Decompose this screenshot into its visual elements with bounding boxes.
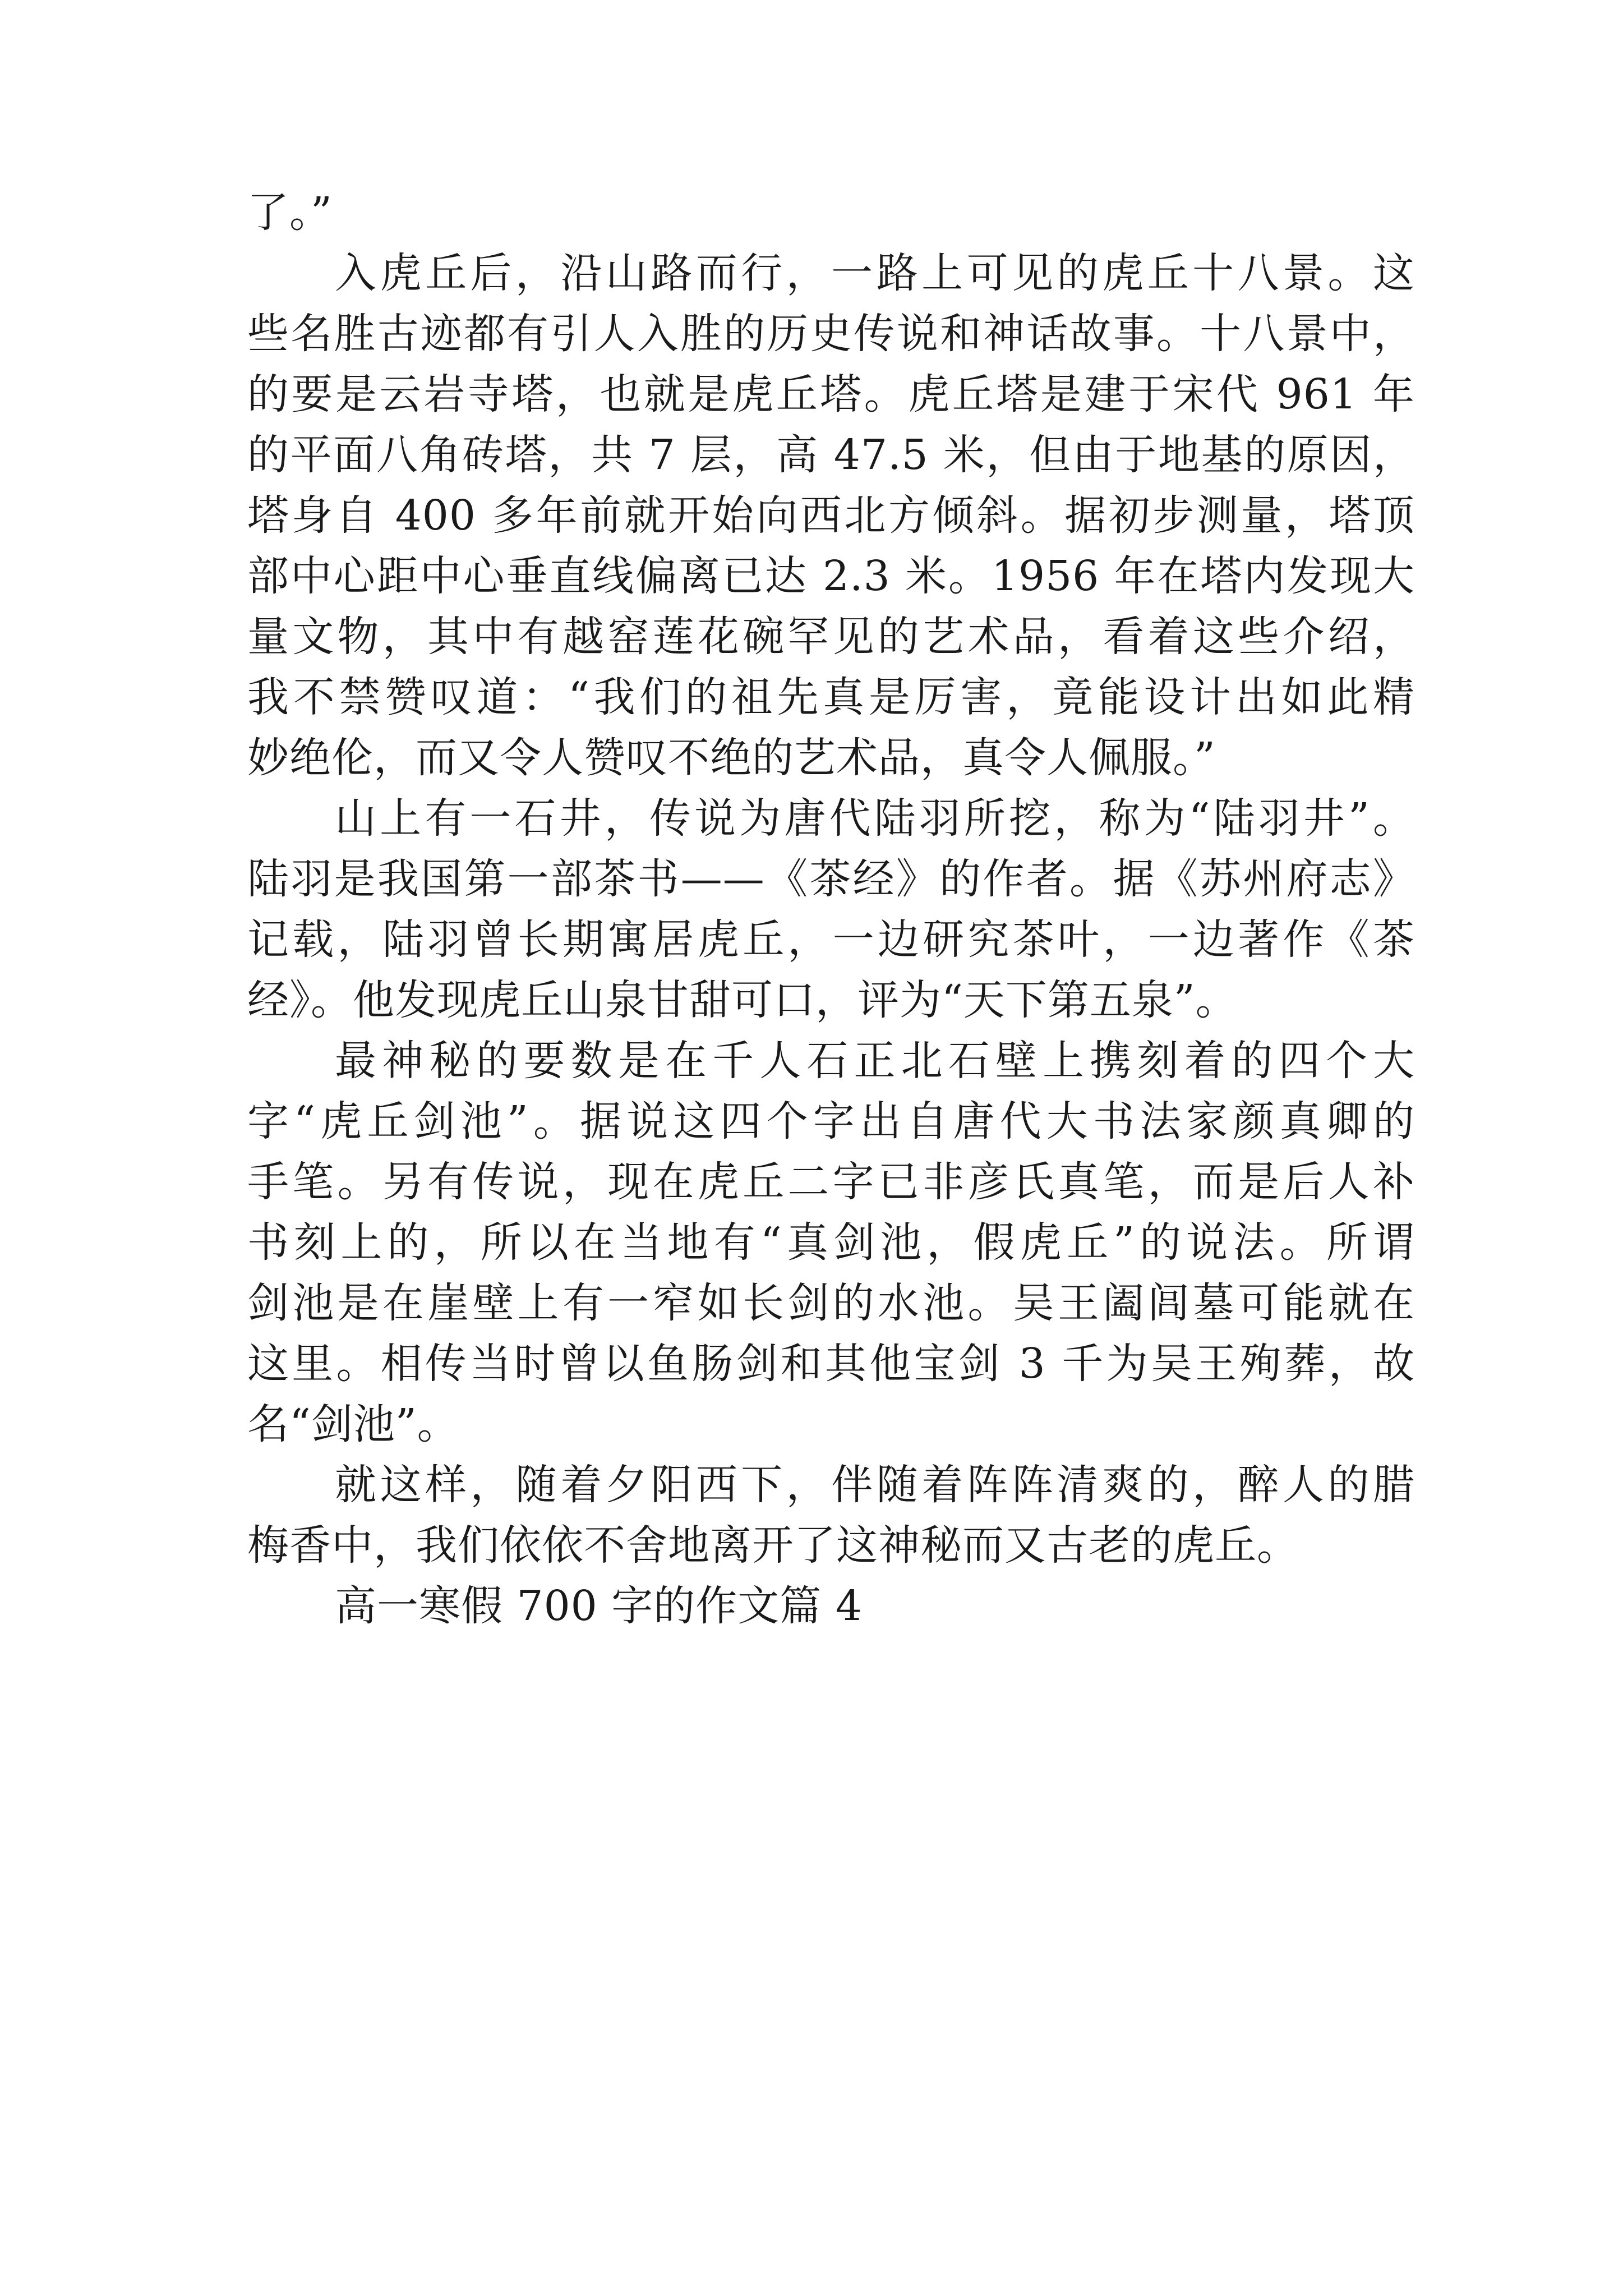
- text-line: 字“虎丘剑池”。据说这四个字出自唐代大书法家颜真卿的: [247, 1097, 1415, 1145]
- paragraph: [247, 1457, 1415, 1573]
- text-line: 塔身自 400 多年前就开始向西北方倾斜。据初步测量，塔顶: [247, 491, 1415, 540]
- text-line: 山上有一石井，传说为唐代陆羽所挖，称为“陆羽井”。: [335, 794, 1415, 843]
- document-body: [247, 185, 1415, 1634]
- text-line: 手笔。另有传说，现在虎丘二字已非彦氏真笔，而是后人补: [247, 1158, 1415, 1206]
- text-line: 量文物，其中有越窑莲花碗罕见的艺术品，看着这些介绍，: [247, 613, 1415, 661]
- text-line: 就这样，随着夕阳西下，伴随着阵阵清爽的，醉人的腊: [335, 1461, 1415, 1509]
- section-heading: 高一寒假 700 字的作文篇 4: [335, 1582, 863, 1630]
- text-line: 妙绝伦，而又令人赞叹不绝的艺术品，真令人佩服。”: [247, 734, 1216, 782]
- text-line: 经》。他发现虎丘山泉甘甜可口，评为“天下第五泉”。: [247, 976, 1238, 1024]
- text-line: 记载，陆羽曾长期寓居虎丘，一边研究茶叶，一边著作《茶: [247, 915, 1415, 964]
- text-line: 这里。相传当时曾以鱼肠剑和其他宝剑 3 千为吴王殉葬，故: [247, 1340, 1415, 1388]
- text-line: 我不禁赞叹道：“我们的祖先真是厉害，竟能设计出如此精: [247, 673, 1415, 721]
- text-line: 梅香中，我们依依不舍地离开了这神秘而又古老的虎丘。: [247, 1521, 1299, 1570]
- text-line: 的要是云岩寺塔，也就是虎丘塔。虎丘塔是建于宋代 961 年: [247, 370, 1415, 418]
- text-line: 剑池是在崖壁上有一窄如长剑的水池。吴王阖闾墓可能就在: [247, 1279, 1415, 1327]
- text-line: 陆羽是我国第一部茶书——《茶经》的作者。据《苏州府志》: [247, 855, 1415, 903]
- paragraph: [247, 246, 1415, 785]
- paragraph: [247, 791, 1415, 1028]
- text-line: 名“剑池”。: [247, 1400, 459, 1448]
- text-line: 最神秘的要数是在千人石正北石壁上携刻着的四个大: [335, 1037, 1415, 1085]
- text-line: 些名胜古迹都有引人入胜的历史传说和神话故事。十八景中，: [247, 310, 1415, 358]
- paragraph: [247, 185, 1415, 240]
- paragraph: [247, 1033, 1415, 1452]
- text-line: 入虎丘后，沿山路而行，一路上可见的虎丘十八景。这: [335, 249, 1415, 297]
- text-line: 了。”: [247, 188, 333, 237]
- text-line: 部中心距中心垂直线偏离已达 2.3 米。1956 年在塔内发现大: [247, 552, 1415, 600]
- text-line: 的平面八角砖塔，共 7 层，高 47.5 米，但由于地基的原因，: [247, 431, 1415, 479]
- text-line: 书刻上的，所以在当地有“真剑池，假虎丘”的说法。所谓: [247, 1218, 1415, 1267]
